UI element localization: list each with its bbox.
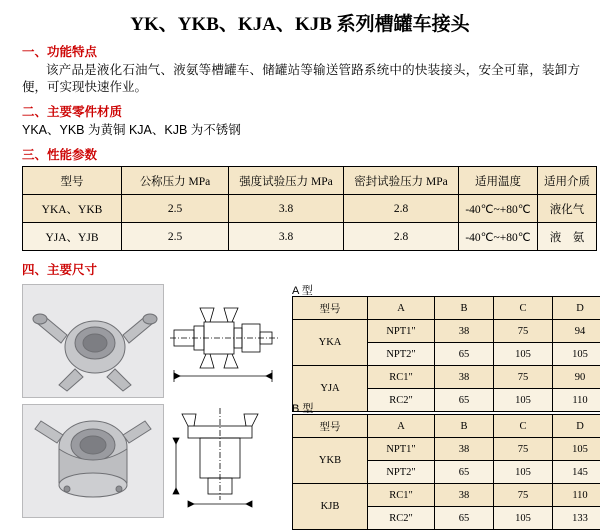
typeb-cell-b: 65 xyxy=(435,461,494,484)
perf-cell-temperature: -40℃~+80℃ xyxy=(459,223,538,251)
perf-header-seal-test: 密封试验压力 MPa xyxy=(344,167,459,195)
perf-cell-nominal-pressure: 2.5 xyxy=(122,223,229,251)
typea-cell-b: 65 xyxy=(435,343,494,366)
typea-cell-b: 65 xyxy=(435,389,494,412)
perf-cell-seal-test: 2.8 xyxy=(344,195,459,223)
typeb-header-a: A xyxy=(368,415,435,438)
typeb-cell-d: 110 xyxy=(553,484,600,507)
table-header-row xyxy=(293,297,600,320)
typea-group-model: YJA xyxy=(293,366,368,412)
typeb-cell-b: 65 xyxy=(435,507,494,530)
typea-cell-c: 75 xyxy=(494,320,553,343)
typea-header-d: D xyxy=(553,297,600,320)
typea-header-c: C xyxy=(494,297,553,320)
typeb-cell-a: NPT2" xyxy=(368,461,435,484)
perf-cell-medium: 液化气 xyxy=(538,195,597,223)
drawing-type-a xyxy=(170,284,278,396)
typeb-cell-b: 38 xyxy=(435,438,494,461)
section-heading-features: 一、功能特点 xyxy=(22,42,600,60)
perf-cell-model: YJA、YJB xyxy=(23,223,122,251)
perf-cell-nominal-pressure: 2.5 xyxy=(122,195,229,223)
page-title: YK、YKB、KJA、KJB 系列槽罐车接头 xyxy=(0,0,600,36)
table-header-row xyxy=(293,415,600,438)
section-heading-performance: 三、性能参数 xyxy=(22,145,600,163)
table-row xyxy=(293,320,600,343)
typeb-cell-b: 38 xyxy=(435,484,494,507)
perf-header-strength-test: 强度试验压力 MPa xyxy=(229,167,344,195)
perf-cell-seal-test: 2.8 xyxy=(344,223,459,251)
type-b-label: B 型 xyxy=(292,400,313,416)
typea-header-b: B xyxy=(435,297,494,320)
typeb-cell-d: 105 xyxy=(553,438,600,461)
typeb-cell-a: RC1" xyxy=(368,484,435,507)
typeb-group-model: YKB xyxy=(293,438,368,484)
typea-cell-b: 38 xyxy=(435,366,494,389)
section-body-features: 该产品是液化石油气、液氨等槽罐车、储罐站等输送管路系统中的快装接头，安全可靠，装卸方便，可实现快速作业。 xyxy=(22,62,580,96)
typeb-cell-a: RC2" xyxy=(368,507,435,530)
typea-cell-d: 105 xyxy=(553,343,600,366)
typea-cell-d: 94 xyxy=(553,320,600,343)
table-row xyxy=(293,366,600,389)
table-row xyxy=(23,195,597,223)
typeb-header-c: C xyxy=(494,415,553,438)
typea-cell-c: 105 xyxy=(494,389,553,412)
perf-cell-strength-test: 3.8 xyxy=(229,223,344,251)
perf-cell-medium: 液 氨 xyxy=(538,223,597,251)
table-row xyxy=(293,484,600,507)
typea-group-model: YKA xyxy=(293,320,368,366)
section-heading-material: 二、主要零件材质 xyxy=(22,102,600,120)
photo-type-a xyxy=(22,284,164,398)
typea-header-model: 型号 xyxy=(293,297,368,320)
typeb-cell-a: NPT1" xyxy=(368,438,435,461)
typeb-cell-c: 105 xyxy=(494,507,553,530)
section-heading-dimensions: 四、主要尺寸 xyxy=(22,260,600,278)
table-header-row xyxy=(23,167,597,195)
section-body-material: YKA、YKB 为黄铜 KJA、KJB 为不锈钢 xyxy=(22,122,580,139)
type-a-table xyxy=(292,296,600,412)
typeb-cell-c: 75 xyxy=(494,484,553,507)
perf-header-temperature: 适用温度 xyxy=(459,167,538,195)
perf-header-nominal-pressure: 公称压力 MPa xyxy=(122,167,229,195)
type-b-table xyxy=(292,414,600,530)
typea-cell-a: NPT1" xyxy=(368,320,435,343)
typea-cell-c: 105 xyxy=(494,343,553,366)
typea-cell-b: 38 xyxy=(435,320,494,343)
drawing-type-b xyxy=(170,404,278,516)
coupling-photo-type-b-graphic xyxy=(23,405,163,517)
perf-header-medium: 适用介质 xyxy=(538,167,597,195)
coupling-line-drawing-type-a-graphic xyxy=(170,284,278,396)
typea-header-a: A xyxy=(368,297,435,320)
perf-header-model: 型号 xyxy=(23,167,122,195)
typeb-header-b: B xyxy=(435,415,494,438)
photo-type-b xyxy=(22,404,164,518)
table-row xyxy=(293,438,600,461)
typea-cell-a: RC2" xyxy=(368,389,435,412)
typeb-header-d: D xyxy=(553,415,600,438)
coupling-line-drawing-type-b-graphic xyxy=(170,404,278,516)
typea-cell-c: 75 xyxy=(494,366,553,389)
type-a-label: A 型 xyxy=(292,282,313,298)
typea-cell-a: NPT2" xyxy=(368,343,435,366)
typeb-cell-c: 75 xyxy=(494,438,553,461)
perf-cell-temperature: -40℃~+80℃ xyxy=(459,195,538,223)
typeb-cell-d: 133 xyxy=(553,507,600,530)
typeb-cell-c: 105 xyxy=(494,461,553,484)
typea-cell-a: RC1" xyxy=(368,366,435,389)
typeb-cell-d: 145 xyxy=(553,461,600,484)
perf-cell-strength-test: 3.8 xyxy=(229,195,344,223)
perf-cell-model: YKA、YKB xyxy=(23,195,122,223)
coupling-photo-type-a-graphic xyxy=(23,285,163,397)
typea-cell-d: 110 xyxy=(553,389,600,412)
typeb-header-model: 型号 xyxy=(293,415,368,438)
typea-cell-d: 90 xyxy=(553,366,600,389)
typeb-group-model: KJB xyxy=(293,484,368,530)
table-row xyxy=(23,223,597,251)
performance-table xyxy=(22,166,597,251)
dimensions-area xyxy=(0,282,600,522)
